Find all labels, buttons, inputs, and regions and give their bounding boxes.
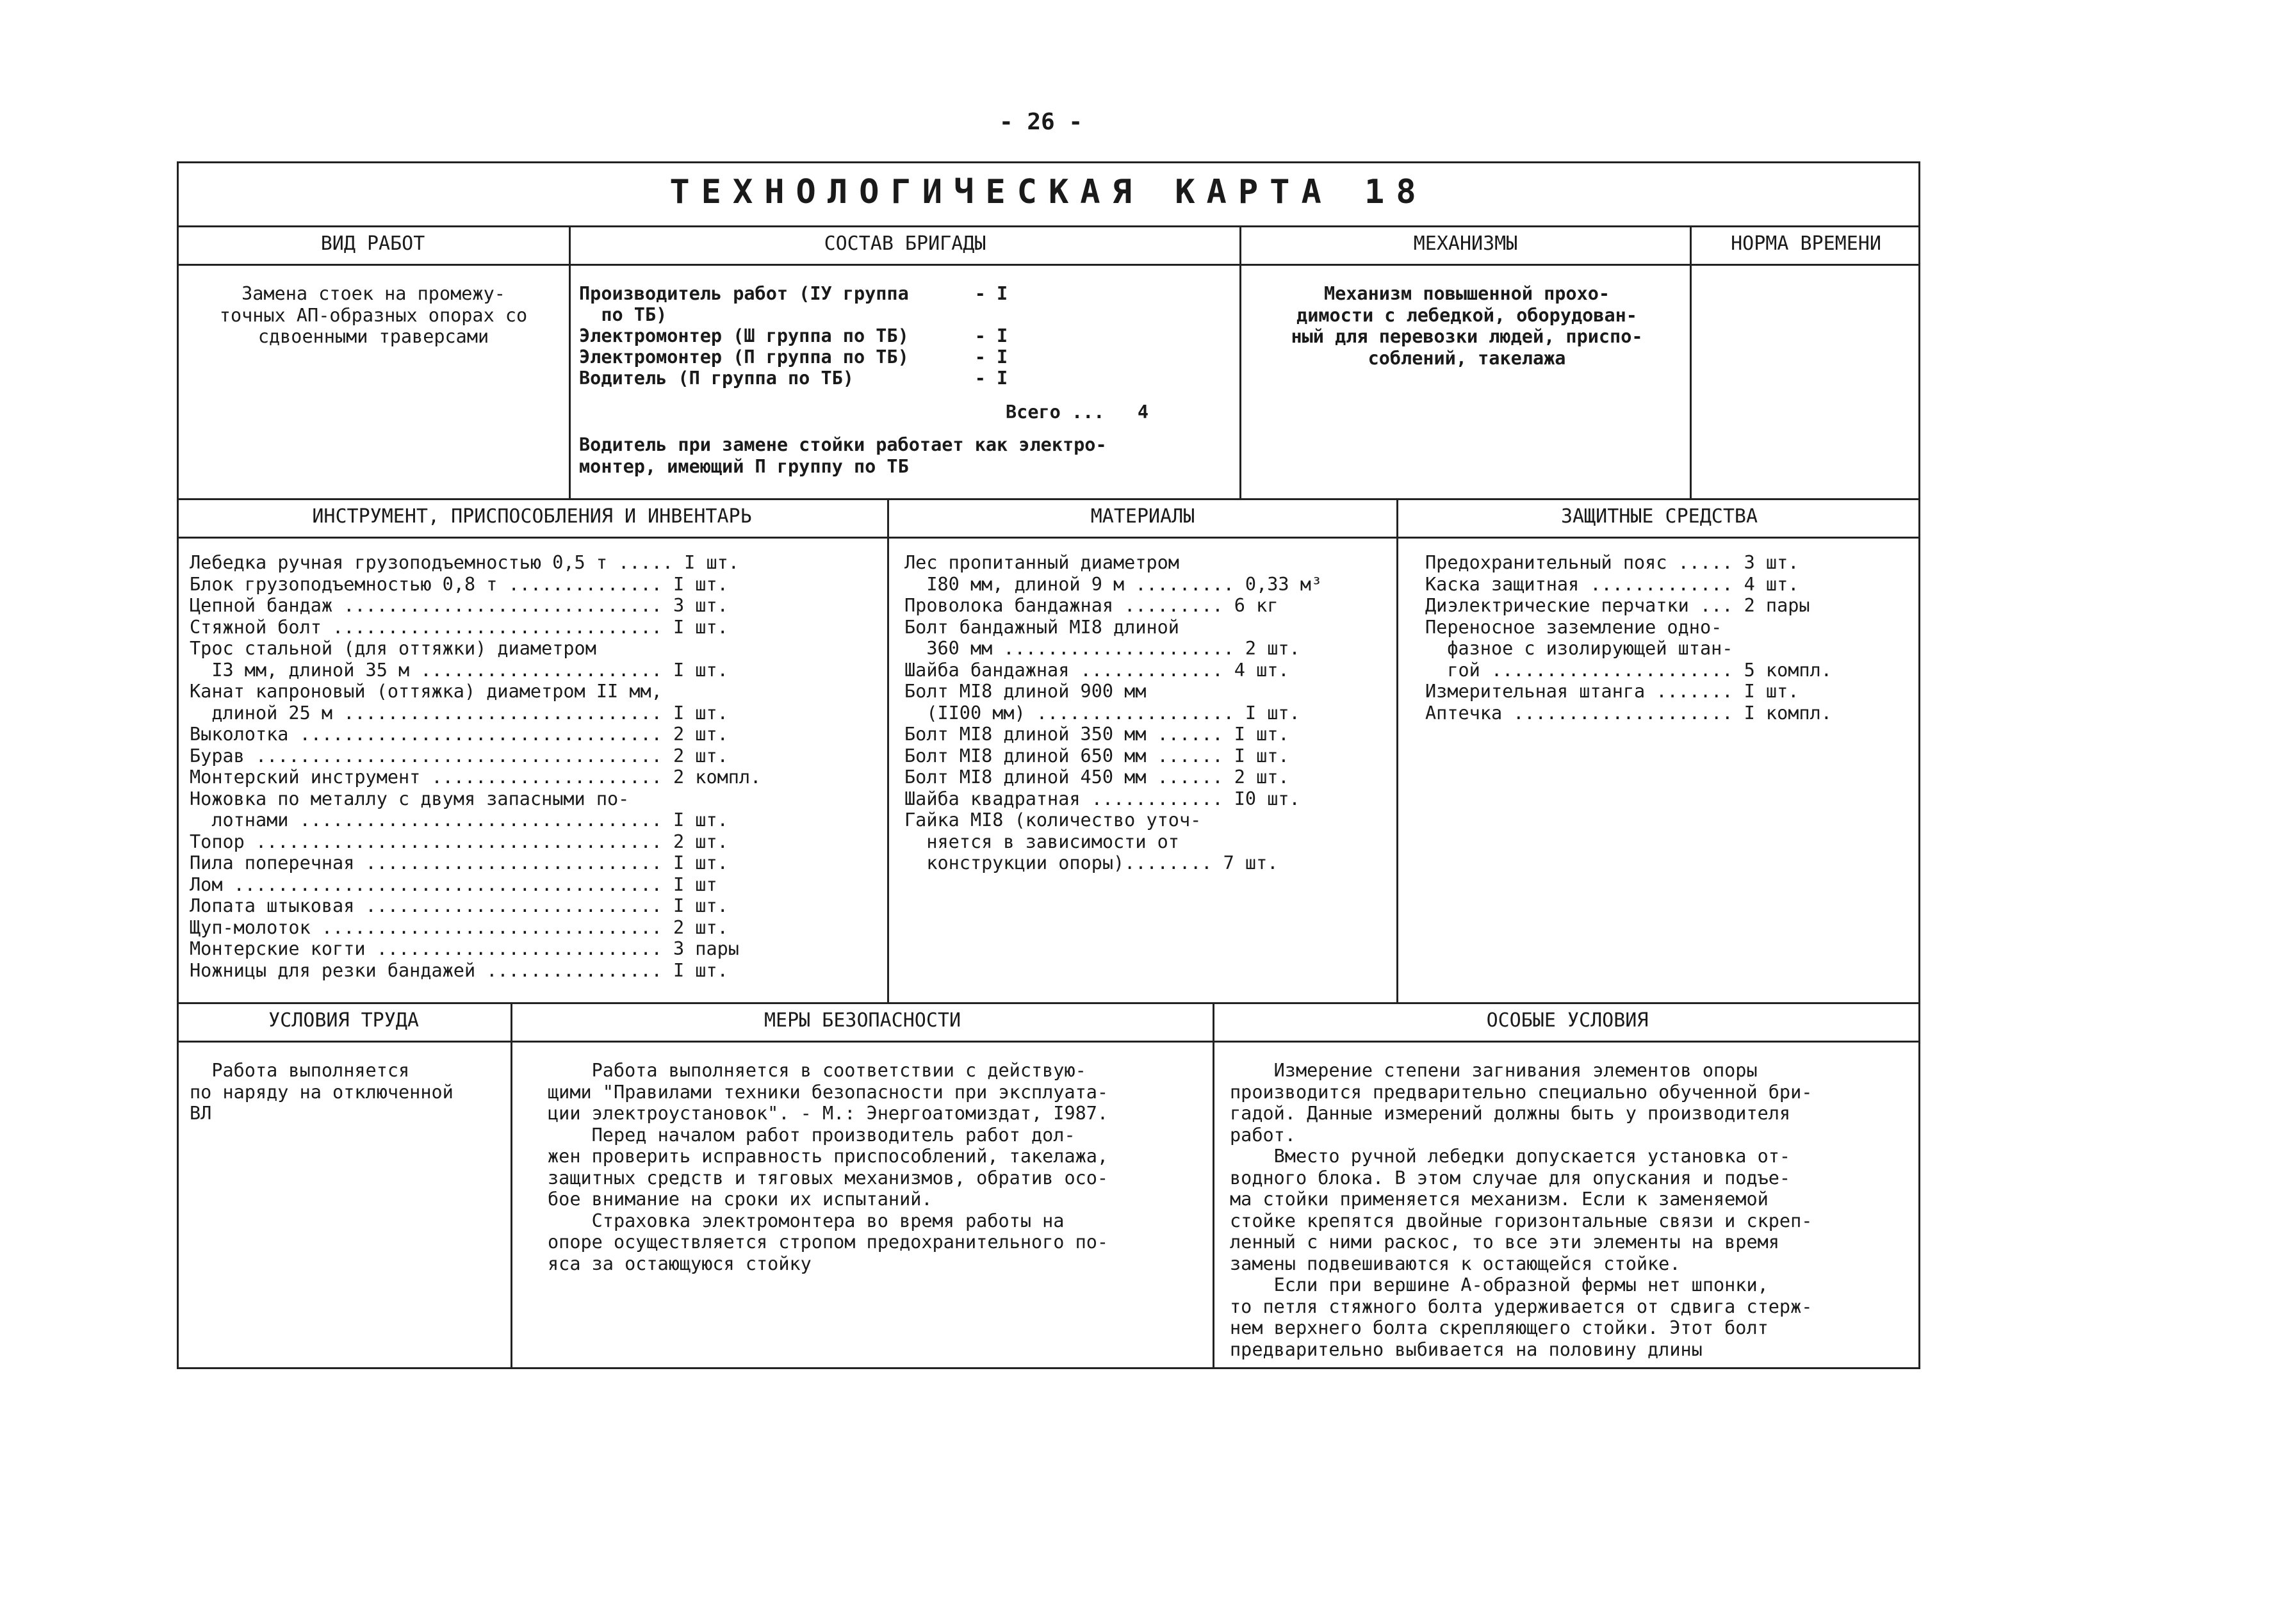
header-mechanisms: МЕХАНИЗМЫ [1413, 232, 1518, 255]
rule-top-headers-bottom [177, 264, 1920, 266]
safety-text: Работа выполняется в соответствии с действую- щими "Правилами техники безопасности при эксплуата- ции электроустановок". - М.: Энергоатомиздат, I987. Перед началом работ производитель работ дол- жен проверить исправность приспособлений, такелажа, защитных средств и тяговых механизмов, обратив осо- бое внимание на сроки их испытаний. Страховка электромонтера во время работы на опоре осуществляется стропом предохранительного по- яса за остающуюся стойку [548, 1060, 1109, 1274]
divider-materials-protection [1396, 498, 1398, 1002]
rule-mid-section-bottom [177, 1002, 1920, 1004]
header-time-norm: НОРМА ВРЕМЕНИ [1731, 232, 1881, 255]
divider-conditions-safety [511, 1002, 512, 1369]
divider-tools-materials [887, 498, 889, 1002]
header-crew: СОСТАВ БРИГАДЫ [824, 232, 986, 255]
page-number: - 26 - [999, 109, 1083, 135]
card-title: ТЕХНОЛОГИЧЕСКАЯ КАРТА 18 [669, 173, 1428, 211]
crew-line: Электромонтер (П группа по ТБ) - I [579, 346, 1008, 368]
crew-line: Водитель (П группа по ТБ) - I [579, 368, 1008, 389]
protection-list: Предохранительный пояс ..... 3 шт. Каска защитная ............. 4 шт. Диэлектрические перчатки ... 2 пары Переносное заземление одно- фазное с изолирующей штан- гой ...................... 5 компл. Измерительная штанга ....... I шт. Аптечка .................... I компл. [1425, 552, 1832, 724]
header-safety: МЕРЫ БЕЗОПАСНОСТИ [764, 1009, 961, 1032]
rule-mid-headers-bottom [177, 537, 1920, 539]
rule-title-bottom [177, 225, 1920, 227]
crew-note: Водитель при замене стойки работает как электро- монтер, имеющий П группу по ТБ [579, 434, 1107, 477]
crew-line: по ТБ) [579, 304, 667, 325]
tools-list: Лебедка ручная грузоподъемностью 0,5 т ..... I шт. Блок грузоподъемностью 0,8 т .............. I шт. Цепной бандаж ............................. 3 шт. Стяжной болт .............................. I шт. Трос стальной (для оттяжки) диаметром I3 мм, длиной 35 м ...................... I шт. Канат капроновый (оттяжка) диаметром II мм, длиной 25 м ............................. I шт. Выколотка ................................. 2 шт. Бурав ..................................... 2 шт. Монтерский инструмент ..................... 2 компл. Ножовка по металлу с двумя запасными по- лотнами ................................. I шт. Топор ..................................... 2 шт. Пила поперечная ........................... I шт. Лом ....................................... I шт Лопата штыковая ........................... I шт. Щуп-молоток ............................... 2 шт. Монтерские когти .......................... 3 пары Ножницы для резки бандажей ................ I шт. [190, 552, 762, 981]
conditions-text: Работа выполняется по наряду на отключенной ВЛ [190, 1060, 454, 1124]
header-special: ОСОБЫЕ УСЛОВИЯ [1486, 1009, 1649, 1032]
header-protection: ЗАЩИТНЫЕ СРЕДСТВА [1560, 505, 1758, 528]
crew-total: Всего ... 4 [1006, 402, 1149, 423]
work-type-text: Замена стоек на промежу- точных АП-образных опорах со сдвоенными траверсами [219, 283, 528, 347]
header-materials: МАТЕРИАЛЫ [1090, 505, 1195, 528]
rule-bottom-headers-bottom [177, 1041, 1920, 1043]
materials-list: Лес пропитанный диаметром I80 мм, длиной 9 м ......... 0,33 м³ Проволока бандажная ......... 6 кг Болт бандажный МI8 длиной 360 мм ..................... 2 шт. Шайба бандажная ............. 4 шт. Болт МI8 длиной 900 мм (II00 мм) .................. I шт. Болт МI8 длиной 350 мм ...... I шт. Болт МI8 длиной 650 мм ...... I шт. Болт МI8 длиной 450 мм ...... 2 шт. Шайба квадратная ............ I0 шт. Гайка МI8 (количество уточ- няется в зависимости от конструкции опоры)........ 7 шт. [904, 552, 1323, 873]
rule-top-section-bottom [177, 498, 1920, 500]
divider-safety-special [1213, 1002, 1214, 1369]
header-tools: ИНСТРУМЕНТ, ПРИСПОСОБЛЕНИЯ И ИНВЕНТАРЬ [312, 505, 752, 528]
divider-worktype-crew [569, 225, 571, 498]
divider-mechanisms-norm [1690, 225, 1692, 498]
divider-crew-mechanisms [1239, 225, 1241, 498]
crew-line: Производитель работ (IУ группа - I [579, 283, 1008, 304]
crew-line: Электромонтер (Ш группа по ТБ) - I [579, 325, 1008, 346]
header-work-type: ВИД РАБОТ [320, 232, 425, 255]
header-conditions: УСЛОВИЯ ТРУДА [268, 1009, 419, 1032]
special-text: Измерение степени загнивания элементов опоры производится предварительно специально обученной бри- гадой. Данные измерений должны быть у производителя работ. Вместо ручной лебедки допускается установка от- водного блока. В этом случае для опускания и подъе- ма стойки применяется механизм. Если к заменяемой стойке крепятся двойные горизонтальные связи и скреп- ленный с ними раскос, то все эти элементы на время замены подвешиваются к остающейся стойке. Если при вершине А-образной фермы нет шпонки, то петля стяжного болта удерживается от сдвига стерж- нем верхнего болта скрепляющего стойки. Этот болт предварительно выбивается на половину длины [1230, 1060, 1813, 1360]
mechanisms-text: Механизм повышенной прохо- димости с лебедкой, оборудован- ный для перевозки людей, приспо- соблений, такелажа [1291, 283, 1643, 369]
